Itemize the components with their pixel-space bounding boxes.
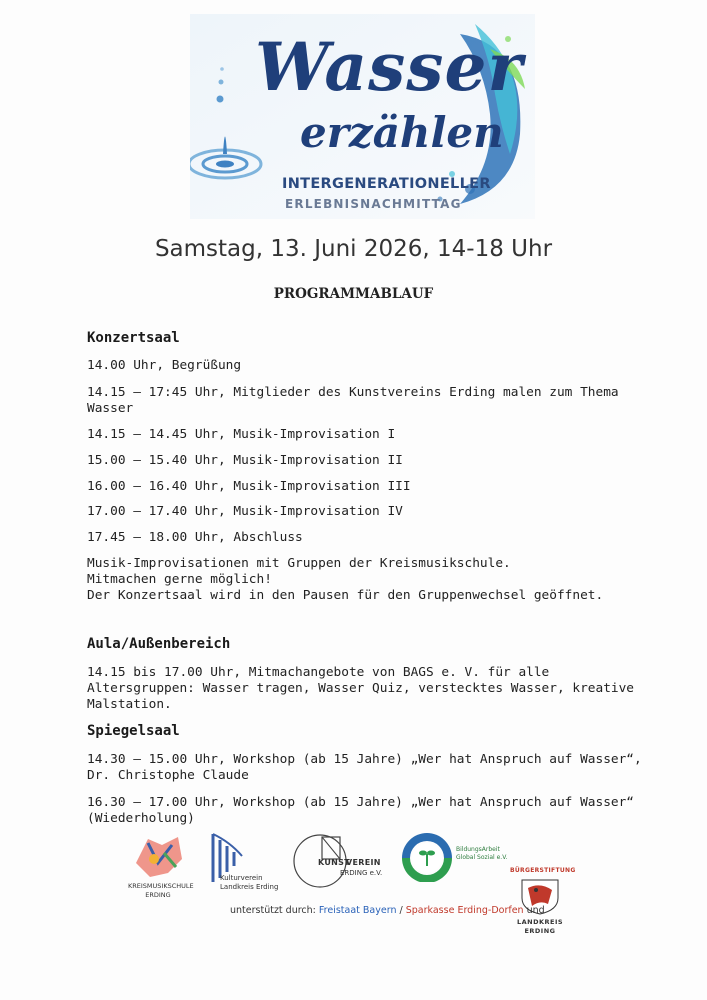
kulturverein-label: Kulturverein Landkreis Erding xyxy=(220,874,279,891)
support-separator: / xyxy=(396,905,406,916)
kreismusikschule-label: KREISMUSIKSCHULE ERDING xyxy=(128,882,194,899)
support-prefix: unterstützt durch: xyxy=(230,905,319,916)
landkreis-label: LANDKREIS ERDING xyxy=(516,918,564,935)
kunstverein-label-c: ERDING e.V. xyxy=(340,869,383,877)
program-item: 16.00 – 16.40 Uhr, Musik-Improvisation III xyxy=(87,479,411,494)
program-item: 17.45 – 18.00 Uhr, Abschluss xyxy=(87,530,303,545)
bildungsarbeit-logo-icon xyxy=(400,832,454,882)
event-date: Samstag, 13. Juni 2026, 14-18 Uhr xyxy=(154,236,553,262)
kreismusikschule-logo-icon xyxy=(128,833,186,881)
logo-subtitle-line2: ERLEBNISNACHMITTAG xyxy=(285,197,462,211)
kunstverein-label-a: KUNST xyxy=(318,858,350,867)
kunstverein-label-b: VEREIN xyxy=(346,858,381,867)
program-item: 15.00 – 15.40 Uhr, Musik-Improvisation II xyxy=(87,453,403,468)
program-item: 14.15 – 17:45 Uhr, Mitglieder des Kunstvereins Erding malen zum Thema Wasser xyxy=(87,385,627,416)
support-suffix: und xyxy=(523,905,545,916)
support-sparkasse: Sparkasse Erding-Dorfen xyxy=(405,905,524,916)
program-item: 17.00 – 17.40 Uhr, Musik-Improvisation IV xyxy=(87,504,403,519)
support-line xyxy=(230,905,545,916)
program-item: 14.30 – 15.00 Uhr, Workshop (ab 15 Jahre) „Wer hat Anspruch auf Wasser“, Dr. Christophe Claude xyxy=(87,752,650,783)
konzertsaal-note: Musik-Improvisationen mit Gruppen der Kreismusikschule. Mitmachen gerne möglich! Der Konzertsaal wird in den Pausen für den Gruppenwechsel geöffnet. xyxy=(87,556,604,603)
bildungsarbeit-label: BildungsArbeit Global Sozial e.V. xyxy=(456,846,508,861)
program-item: 14.15 – 14.45 Uhr, Musik-Improvisation I xyxy=(87,427,396,442)
logo-title-line2: erzählen xyxy=(300,108,504,157)
section-heading-spiegelsaal: Spiegelsaal xyxy=(87,723,180,739)
section-heading-aula: Aula/Außenbereich xyxy=(87,636,231,652)
support-freistaat: Freistaat Bayern xyxy=(318,905,397,916)
logo-subtitle-line1: INTERGENERATIONELLER xyxy=(282,176,491,192)
program-item: 14.15 bis 17.00 Uhr, Mitmachangebote von BAGS e. V. für alle Altersgruppen: Wasser tragen, Wasser Quiz, verstecktes Wasser, kreative Malstation. xyxy=(87,665,642,712)
buergerstiftung-label: BÜRGERSTIFTUNG xyxy=(510,867,576,874)
program-item: 14.00 Uhr, Begrüßung xyxy=(87,358,242,373)
logo-title-line1: Wasser xyxy=(255,28,524,106)
section-heading-konzertsaal: Konzertsaal xyxy=(87,330,180,346)
program-heading: PROGRAMMABLAUF xyxy=(273,286,434,302)
program-item: 16.30 – 17.00 Uhr, Workshop (ab 15 Jahre) „Wer hat Anspruch auf Wasser“ (Wiederholung) xyxy=(87,795,642,826)
